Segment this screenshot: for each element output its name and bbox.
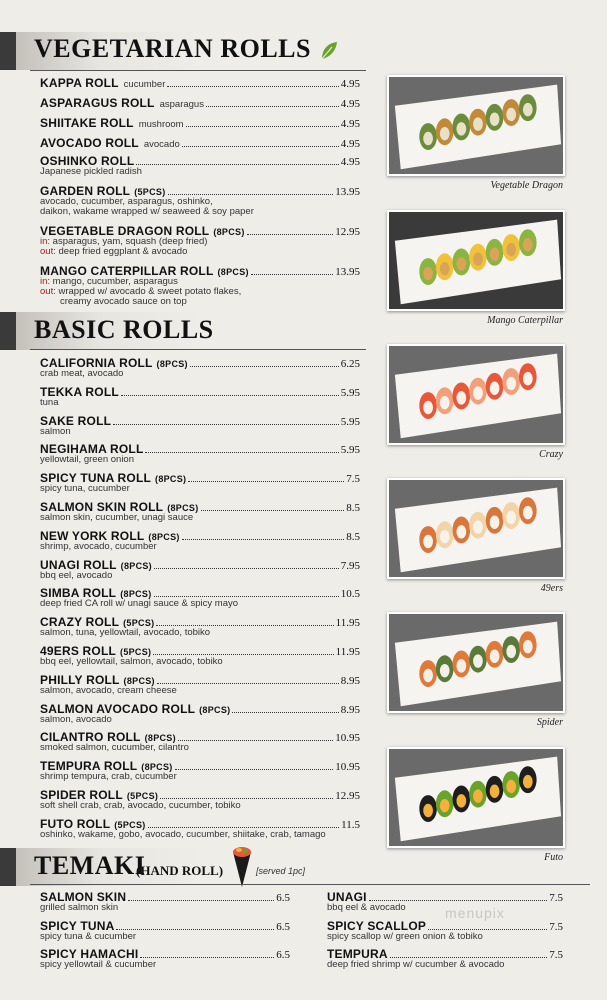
menu-item <box>40 558 360 581</box>
item-price: 12.95 <box>335 790 360 802</box>
dot-leader <box>188 481 344 482</box>
item-price: 10.95 <box>335 732 360 745</box>
item-price: 8.5 <box>346 530 360 543</box>
menu-item <box>40 615 360 638</box>
roll-filling <box>506 780 516 793</box>
item-name: CALIFORNIA ROLL <box>40 356 153 370</box>
item-desc: deep fried CA roll w/ unagi sauce & spicy mayo <box>40 598 239 610</box>
item-desc: spicy scallop w/ green onion & tobiko <box>327 930 483 942</box>
item-price: 11.95 <box>335 617 360 630</box>
menu-item <box>40 702 360 725</box>
item-desc: daikon, wakame wrapped w/ seaweed & soy paper <box>40 206 254 217</box>
49ers-roll-photo <box>387 478 565 579</box>
leaf-icon <box>320 41 338 61</box>
item-line <box>40 385 360 398</box>
item-price: 10.5 <box>340 588 360 601</box>
item-desc: salmon, avocado <box>40 713 112 725</box>
roll-filling <box>506 645 516 658</box>
photo-caption: Crazy <box>539 449 563 460</box>
item-name: VEGETABLE DRAGON ROLL <box>40 224 210 238</box>
vegetarian-divider <box>30 70 366 71</box>
item-line <box>40 136 360 149</box>
dot-leader <box>160 798 333 799</box>
roll-filling <box>456 122 466 135</box>
roll-filling <box>456 257 466 270</box>
item-name: KAPPA ROLL <box>40 76 119 90</box>
menu-item <box>40 788 360 811</box>
menu-item <box>40 500 360 523</box>
basic-title: BASIC ROLLS <box>34 315 214 344</box>
basic-divider <box>30 349 366 350</box>
temaki-title: TEMAKI <box>34 851 146 880</box>
item-price: 11.95 <box>335 646 360 658</box>
item-name: ASPARAGUS ROLL <box>40 96 155 110</box>
item-name: SALMON SKIN ROLL <box>40 500 164 514</box>
item-price: 13.95 <box>335 266 360 278</box>
hand-roll-icon <box>231 846 253 888</box>
item-name: FUTO ROLL <box>40 816 111 831</box>
temaki-item <box>40 947 290 970</box>
item-price: 5.95 <box>340 415 360 428</box>
item-desc: avocado, cucumber, asparagus, oshinko, <box>40 196 213 207</box>
dot-leader <box>157 683 339 684</box>
item-name: SIMBA ROLL <box>40 586 117 601</box>
menu-item <box>40 385 360 408</box>
item-desc: bbq eel & avocado <box>327 902 406 913</box>
dot-leader <box>390 957 548 958</box>
menu-item <box>40 442 360 465</box>
roll-filling <box>523 506 533 519</box>
item-desc: spicy tuna, cucumber <box>40 483 130 495</box>
item-desc: soft shell crab, crab, avocado, cucumber, tobiko <box>40 800 241 811</box>
roll-filling <box>456 794 466 807</box>
item-line <box>40 96 360 109</box>
dot-leader <box>167 86 338 87</box>
dot-leader <box>156 625 333 626</box>
dot-leader <box>136 164 338 165</box>
item-pieces: (5PCS) <box>126 791 159 801</box>
item-name: AVOCADO ROLL <box>40 136 139 150</box>
desc-label: in: <box>40 276 51 287</box>
roll-filling <box>506 243 516 256</box>
roll-filling <box>473 386 483 399</box>
item-inline-desc: asparagus <box>159 99 204 110</box>
dot-leader <box>168 194 334 195</box>
roll-filling <box>423 669 433 682</box>
roll-filling <box>490 113 500 126</box>
item-pieces: (5PCS) <box>123 618 155 629</box>
dot-leader <box>182 146 339 147</box>
item-line <box>40 76 360 89</box>
menu-item <box>40 136 360 149</box>
roll-filling <box>440 530 450 543</box>
item-desc: out: deep fried eggplant & avocado <box>40 246 188 257</box>
roll-filling <box>523 372 533 385</box>
item-desc: tuna <box>40 396 59 408</box>
photo-caption: 49ers <box>540 583 563 594</box>
item-name: UNAGI ROLL <box>40 557 117 572</box>
dot-leader <box>182 539 345 540</box>
roll-filling <box>506 108 516 121</box>
item-desc: grilled salmon skin <box>40 902 119 913</box>
item-name: OSHINKO ROLL <box>40 154 135 168</box>
dot-leader <box>116 929 274 930</box>
roll-filling <box>473 654 483 667</box>
roll-filling <box>440 262 450 275</box>
item-name: NEGIHAMA ROLL <box>40 442 144 457</box>
temaki-item <box>40 890 290 913</box>
item-name: SAKE ROLL <box>40 413 112 428</box>
menu-item <box>40 224 360 257</box>
item-pieces: (5PCS) <box>134 187 166 197</box>
item-desc: out: wrapped w/ avocado & sweet potato flakes, <box>40 286 242 297</box>
dot-leader <box>201 510 345 511</box>
roll-filling <box>423 132 433 145</box>
item-desc: salmon, avocado, cream cheese <box>40 684 177 696</box>
roll-filling <box>506 511 516 524</box>
item-name: SPICY TUNA ROLL <box>40 471 152 486</box>
item-price: 6.5 <box>276 949 290 961</box>
item-name: PHILLY ROLL <box>40 672 120 687</box>
menu-item <box>40 264 360 307</box>
roll-filling <box>490 650 500 663</box>
menu-item <box>40 817 360 840</box>
item-pieces: (8PCS) <box>141 762 173 773</box>
item-pieces: (8PCS) <box>144 733 176 744</box>
roll-filling <box>490 516 500 529</box>
dot-leader <box>175 769 334 770</box>
item-price: 5.95 <box>340 386 360 399</box>
item-desc: spicy yellowtail & cucumber <box>40 959 157 970</box>
item-desc: salmon <box>40 425 71 437</box>
item-pieces: (5PCS) <box>120 647 152 657</box>
item-desc: creamy avocado sauce on top <box>60 296 187 307</box>
menu-item <box>40 116 360 129</box>
photo-caption: Vegetable Dragon <box>490 180 563 191</box>
roll-filling <box>440 127 450 140</box>
roll-filling <box>523 103 533 116</box>
roll-filling <box>423 401 433 414</box>
dot-leader <box>251 274 333 275</box>
roll-filling <box>506 377 516 390</box>
item-inline-desc: mushroom <box>138 119 184 130</box>
item-desc: smoked salmon, cucumber, cilantro <box>40 742 189 754</box>
item-name: SALMON AVOCADO ROLL <box>40 701 196 716</box>
roll-filling <box>423 535 433 548</box>
served-note: [served 1pc] <box>256 866 306 876</box>
item-inline-desc: avocado <box>143 139 180 150</box>
item-desc: salmon, tuna, yellowtail, avocado, tobiko <box>40 627 211 639</box>
item-line <box>40 817 360 830</box>
item-price: 10.95 <box>335 761 360 774</box>
item-name: 49ERS ROLL <box>40 644 117 658</box>
item-pieces: (8PCS) <box>167 503 199 513</box>
item-name: SPIDER ROLL <box>40 788 123 802</box>
roll-filling <box>523 640 533 653</box>
roll-filling <box>473 520 483 533</box>
item-name: MANGO CATERPILLAR ROLL <box>40 264 214 278</box>
item-desc: oshinko, wakame, gobo, avocado, cucumber, shiitake, crab, tamago <box>40 828 326 840</box>
roll-filling <box>423 267 433 280</box>
photo-caption: Spider <box>536 717 563 728</box>
item-pieces: (5PCS) <box>114 819 146 830</box>
item-pieces: (8PCS) <box>217 267 249 277</box>
temaki-divider <box>30 884 590 885</box>
item-price: 13.95 <box>335 186 360 198</box>
item-price: 7.5 <box>549 949 563 961</box>
item-price: 5.95 <box>340 444 360 457</box>
spider-roll-photo <box>387 612 565 713</box>
temaki-subtitle: (HAND ROLL) <box>136 863 224 878</box>
dot-leader <box>369 900 548 901</box>
dot-leader <box>154 596 339 597</box>
item-name: SPICY HAMACHI <box>40 947 139 961</box>
item-price: 4.95 <box>340 78 360 90</box>
crazy-roll-photo <box>387 344 565 445</box>
item-inline-desc: cucumber <box>123 79 166 90</box>
item-name: TEMPURA <box>327 947 388 961</box>
photo-caption: Mango Caterpillar <box>487 315 563 326</box>
dot-leader <box>206 106 339 107</box>
roll-filling <box>523 238 533 251</box>
item-name: CILANTRO ROLL <box>40 730 141 745</box>
dot-leader <box>140 957 274 958</box>
dot-leader <box>128 900 274 901</box>
item-desc: spicy tuna & cucumber <box>40 930 137 942</box>
mango-caterpillar-photo <box>387 210 565 311</box>
item-price: 4.95 <box>340 138 360 150</box>
dot-leader <box>178 740 333 741</box>
photo-caption: Futo <box>544 852 563 863</box>
dot-leader <box>428 929 547 930</box>
roll-filling <box>523 775 533 788</box>
item-line <box>40 529 360 542</box>
item-desc: shrimp, avocado, cucumber <box>40 540 157 552</box>
dot-leader <box>148 827 340 828</box>
item-desc: Japanese pickled radish <box>40 166 142 177</box>
item-pieces: (8PCS) <box>120 560 152 571</box>
menu-item <box>40 759 360 782</box>
item-pieces: (8PCS) <box>155 474 187 485</box>
item-desc: salmon skin, cucumber, unagi sauce <box>40 512 194 523</box>
menu-item <box>40 730 360 753</box>
item-desc: bbq eel, avocado <box>40 569 113 581</box>
item-price: 4.95 <box>340 118 360 130</box>
dot-leader <box>145 452 338 453</box>
vegetable-dragon-photo <box>387 75 565 176</box>
menu-item <box>40 154 360 177</box>
item-price: 7.95 <box>340 559 360 572</box>
item-price: 8.5 <box>346 502 360 514</box>
dot-leader <box>186 126 339 127</box>
menu-item <box>40 414 360 437</box>
item-line <box>40 116 360 129</box>
roll-filling <box>473 117 483 130</box>
dot-leader <box>154 568 339 569</box>
item-desc: in: mango, cucumber, asparagus <box>40 276 178 287</box>
roll-filling <box>423 804 433 817</box>
menu-item <box>40 96 360 109</box>
desc-label: in: <box>40 236 51 247</box>
item-pieces: (8PCS) <box>213 227 245 237</box>
roll-filling <box>490 382 500 395</box>
item-line <box>40 414 360 427</box>
item-pieces: (8PCS) <box>123 675 155 686</box>
roll-filling <box>490 248 500 261</box>
item-line <box>40 673 360 686</box>
temaki-item <box>327 919 563 942</box>
menu-item <box>40 184 360 217</box>
item-pieces: (8PCS) <box>148 531 180 542</box>
item-name: TEKKA ROLL <box>40 384 119 399</box>
item-desc: yellowtail, green onion <box>40 454 135 466</box>
vegetarian-title: VEGETARIAN ROLLS <box>34 34 338 64</box>
item-name: CRAZY ROLL <box>40 615 120 630</box>
menu-item <box>40 586 360 609</box>
futo-roll-photo <box>387 747 565 848</box>
item-price: 7.5 <box>549 920 563 933</box>
menu-item <box>40 76 360 89</box>
desc-label: out: <box>40 286 56 297</box>
item-name: SALMON SKIN <box>40 890 127 904</box>
menu-item <box>40 471 360 494</box>
item-desc: in: asparagus, yam, squash (deep fried) <box>40 236 208 247</box>
roll-filling <box>456 391 466 404</box>
dot-leader <box>247 234 334 235</box>
item-price: 7.5 <box>346 473 360 486</box>
temaki-item <box>40 919 290 942</box>
item-desc: shrimp tempura, crab, cucumber <box>40 771 177 783</box>
item-name: SPICY TUNA <box>40 918 115 933</box>
item-line <box>40 702 360 715</box>
dot-leader <box>113 424 339 425</box>
item-price: 4.95 <box>340 156 360 168</box>
menu-item <box>40 673 360 696</box>
menu-item <box>40 529 360 552</box>
item-name: SPICY SCALLOP <box>327 918 427 933</box>
roll-filling <box>473 789 483 802</box>
item-price: 4.95 <box>340 98 360 110</box>
item-desc: bbq eel, yellowtail, salmon, avocado, tobiko <box>40 656 223 667</box>
item-desc: deep fried shrimp w/ cucumber & avocado <box>327 959 505 970</box>
item-price: 7.5 <box>549 892 563 904</box>
item-desc: crab meat, avocado <box>40 368 124 379</box>
item-pieces: (8PCS) <box>156 359 188 369</box>
item-name: SHIITAKE ROLL <box>40 116 134 130</box>
item-pieces: (8PCS) <box>199 704 231 715</box>
dot-leader <box>190 366 339 367</box>
roll-filling <box>440 799 450 812</box>
item-price: 6.5 <box>276 920 290 933</box>
item-price: 6.5 <box>276 892 290 904</box>
item-name: TEMPURA ROLL <box>40 759 138 774</box>
item-price: 8.95 <box>340 674 360 687</box>
roll-filling <box>440 396 450 409</box>
menu-item <box>40 644 360 667</box>
temaki-item <box>327 947 563 970</box>
item-name: UNAGI <box>327 890 367 904</box>
item-name: GARDEN ROLL <box>40 184 131 198</box>
roll-filling <box>456 525 466 538</box>
watermark: menupix <box>445 905 505 921</box>
dot-leader <box>153 654 333 655</box>
item-line <box>40 558 360 571</box>
roll-filling <box>473 252 483 265</box>
item-name: NEW YORK ROLL <box>40 528 145 543</box>
desc-label: out: <box>40 246 56 257</box>
menu-item <box>40 356 360 379</box>
item-price: 11.5 <box>341 818 360 831</box>
dot-leader <box>232 712 338 713</box>
roll-filling <box>440 664 450 677</box>
item-price: 8.95 <box>340 703 360 716</box>
dot-leader <box>121 395 339 396</box>
item-line <box>40 919 290 932</box>
roll-filling <box>456 659 466 672</box>
item-pieces: (8PCS) <box>120 589 152 600</box>
item-price: 6.25 <box>340 358 360 370</box>
item-price: 12.95 <box>335 226 360 238</box>
roll-filling <box>490 785 500 798</box>
